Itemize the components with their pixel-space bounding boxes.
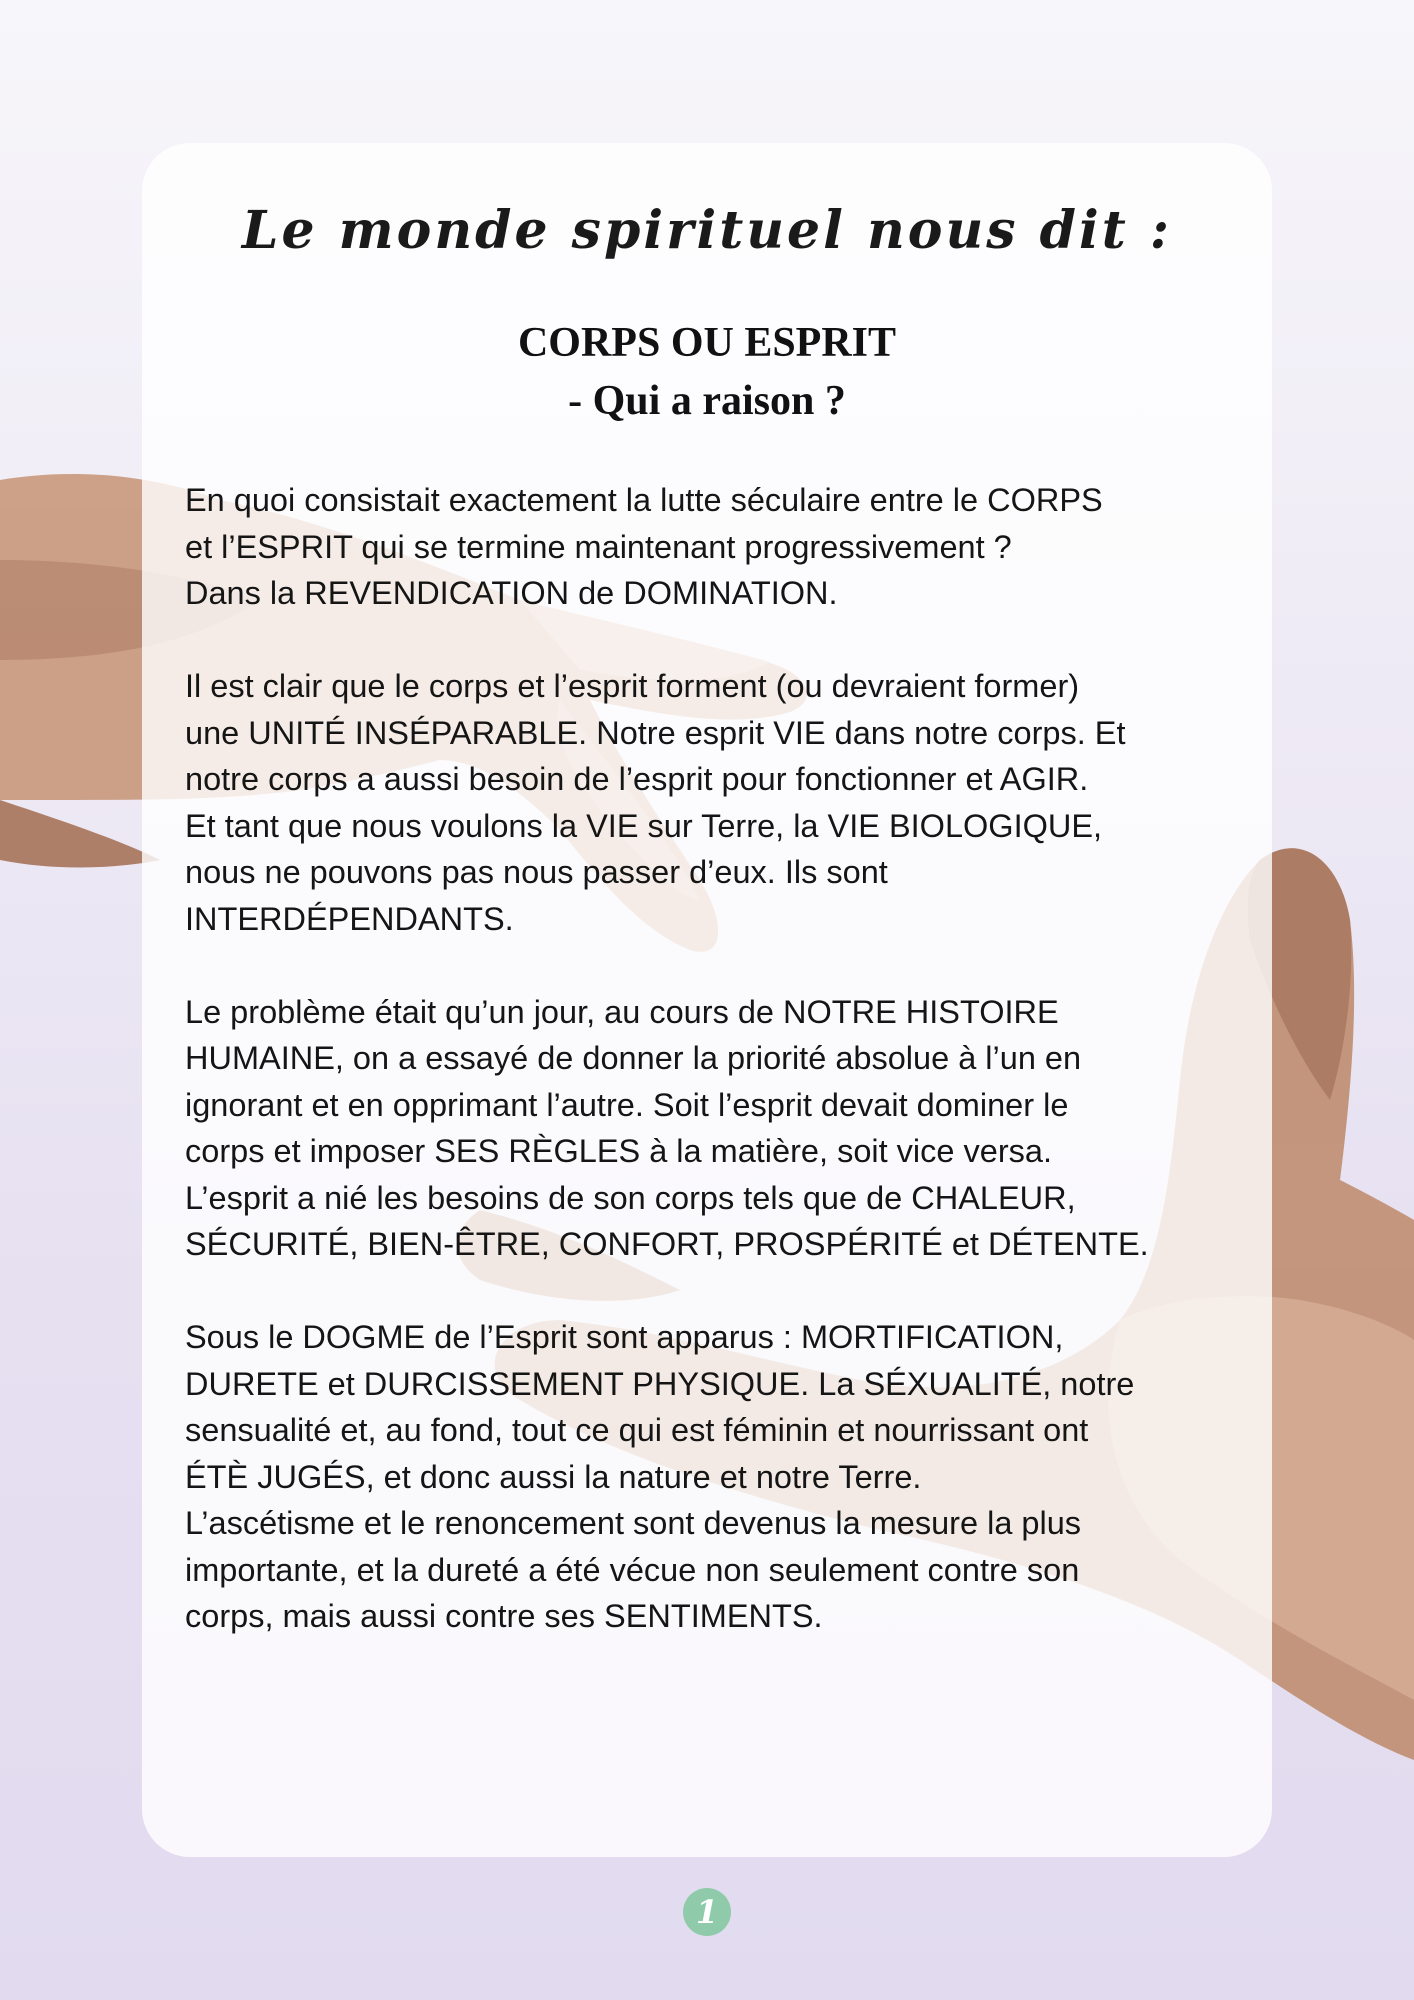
body-text bbox=[185, 477, 1235, 1686]
text-line: corps et imposer SES RÈGLES à la matière, soit vice versa. bbox=[185, 1133, 1052, 1169]
page-number-badge: 1 bbox=[683, 1888, 731, 1936]
title-line-2: - Qui a raison ? bbox=[568, 378, 846, 424]
paragraph-2 bbox=[185, 663, 1235, 942]
paragraph-4 bbox=[185, 1314, 1235, 1640]
text-line: notre corps a aussi besoin de l’esprit pour fonctionner et AGIR. bbox=[185, 761, 1089, 797]
paragraph-3 bbox=[185, 989, 1235, 1268]
text-line: L’esprit a nié les besoins de son corps tels que de CHALEUR, bbox=[185, 1179, 1076, 1216]
text-line: importante, et la dureté a été vécue non seulement contre son bbox=[185, 1551, 1080, 1588]
text-line: une UNITÉ INSÉPARABLE. Notre esprit VIE dans notre corps. Et bbox=[185, 714, 1126, 751]
text-line: sensualité et, au fond, tout ce qui est féminin et nourrissant ont bbox=[185, 1412, 1089, 1448]
text-line: ignorant et en opprimant l’autre. Soit l’esprit devait dominer le bbox=[185, 1086, 1069, 1123]
title-line-1: CORPS OU ESPRIT bbox=[517, 320, 897, 366]
text-line: nous ne pouvons pas nous passer d’eux. Ils sont bbox=[185, 854, 888, 890]
text-line: corps, mais aussi contre ses SENTIMENTS. bbox=[185, 1598, 823, 1634]
text-line: Et tant que nous voulons la VIE sur Terre, la VIE BIOLOGIQUE, bbox=[185, 807, 1103, 844]
text-line: INTERDÉPENDANTS. bbox=[185, 900, 514, 937]
text-line: et l’ESPRIT qui se termine maintenant progressivement ? bbox=[185, 528, 1012, 565]
text-line: DURETE et DURCISSEMENT PHYSIQUE. La SÉXUALITÉ, notre bbox=[185, 1365, 1135, 1402]
text-line: Dans la REVENDICATION de DOMINATION. bbox=[185, 575, 838, 611]
text-line: Il est clair que le corps et l’esprit forment (ou devraient former) bbox=[185, 668, 1080, 704]
text-line: Le problème était qu’un jour, au cours de NOTRE HISTOIRE bbox=[185, 993, 1059, 1030]
text-line: SÉCURITÉ, BIEN-ÊTRE, CONFORT, PROSPÉRITÉ et DÉTENTE. bbox=[185, 1226, 1149, 1262]
script-heading: Le monde spirituel nous dit : bbox=[241, 200, 1173, 261]
text-line: HUMAINE, on a essayé de donner la priorité absolue à l’un en bbox=[185, 1040, 1082, 1076]
text-line: Sous le DOGME de l’Esprit sont apparus : MORTIFICATION, bbox=[185, 1319, 1064, 1355]
text-line: ÉTÈ JUGÉS, et donc aussi la nature et notre Terre. bbox=[185, 1458, 922, 1495]
paragraph-1 bbox=[185, 477, 1235, 617]
text-line: L’ascétisme et le renoncement sont devenus la mesure la plus bbox=[185, 1505, 1082, 1541]
text-line: En quoi consistait exactement la lutte séculaire entre le CORPS bbox=[185, 482, 1103, 518]
page-title bbox=[0, 314, 1414, 430]
